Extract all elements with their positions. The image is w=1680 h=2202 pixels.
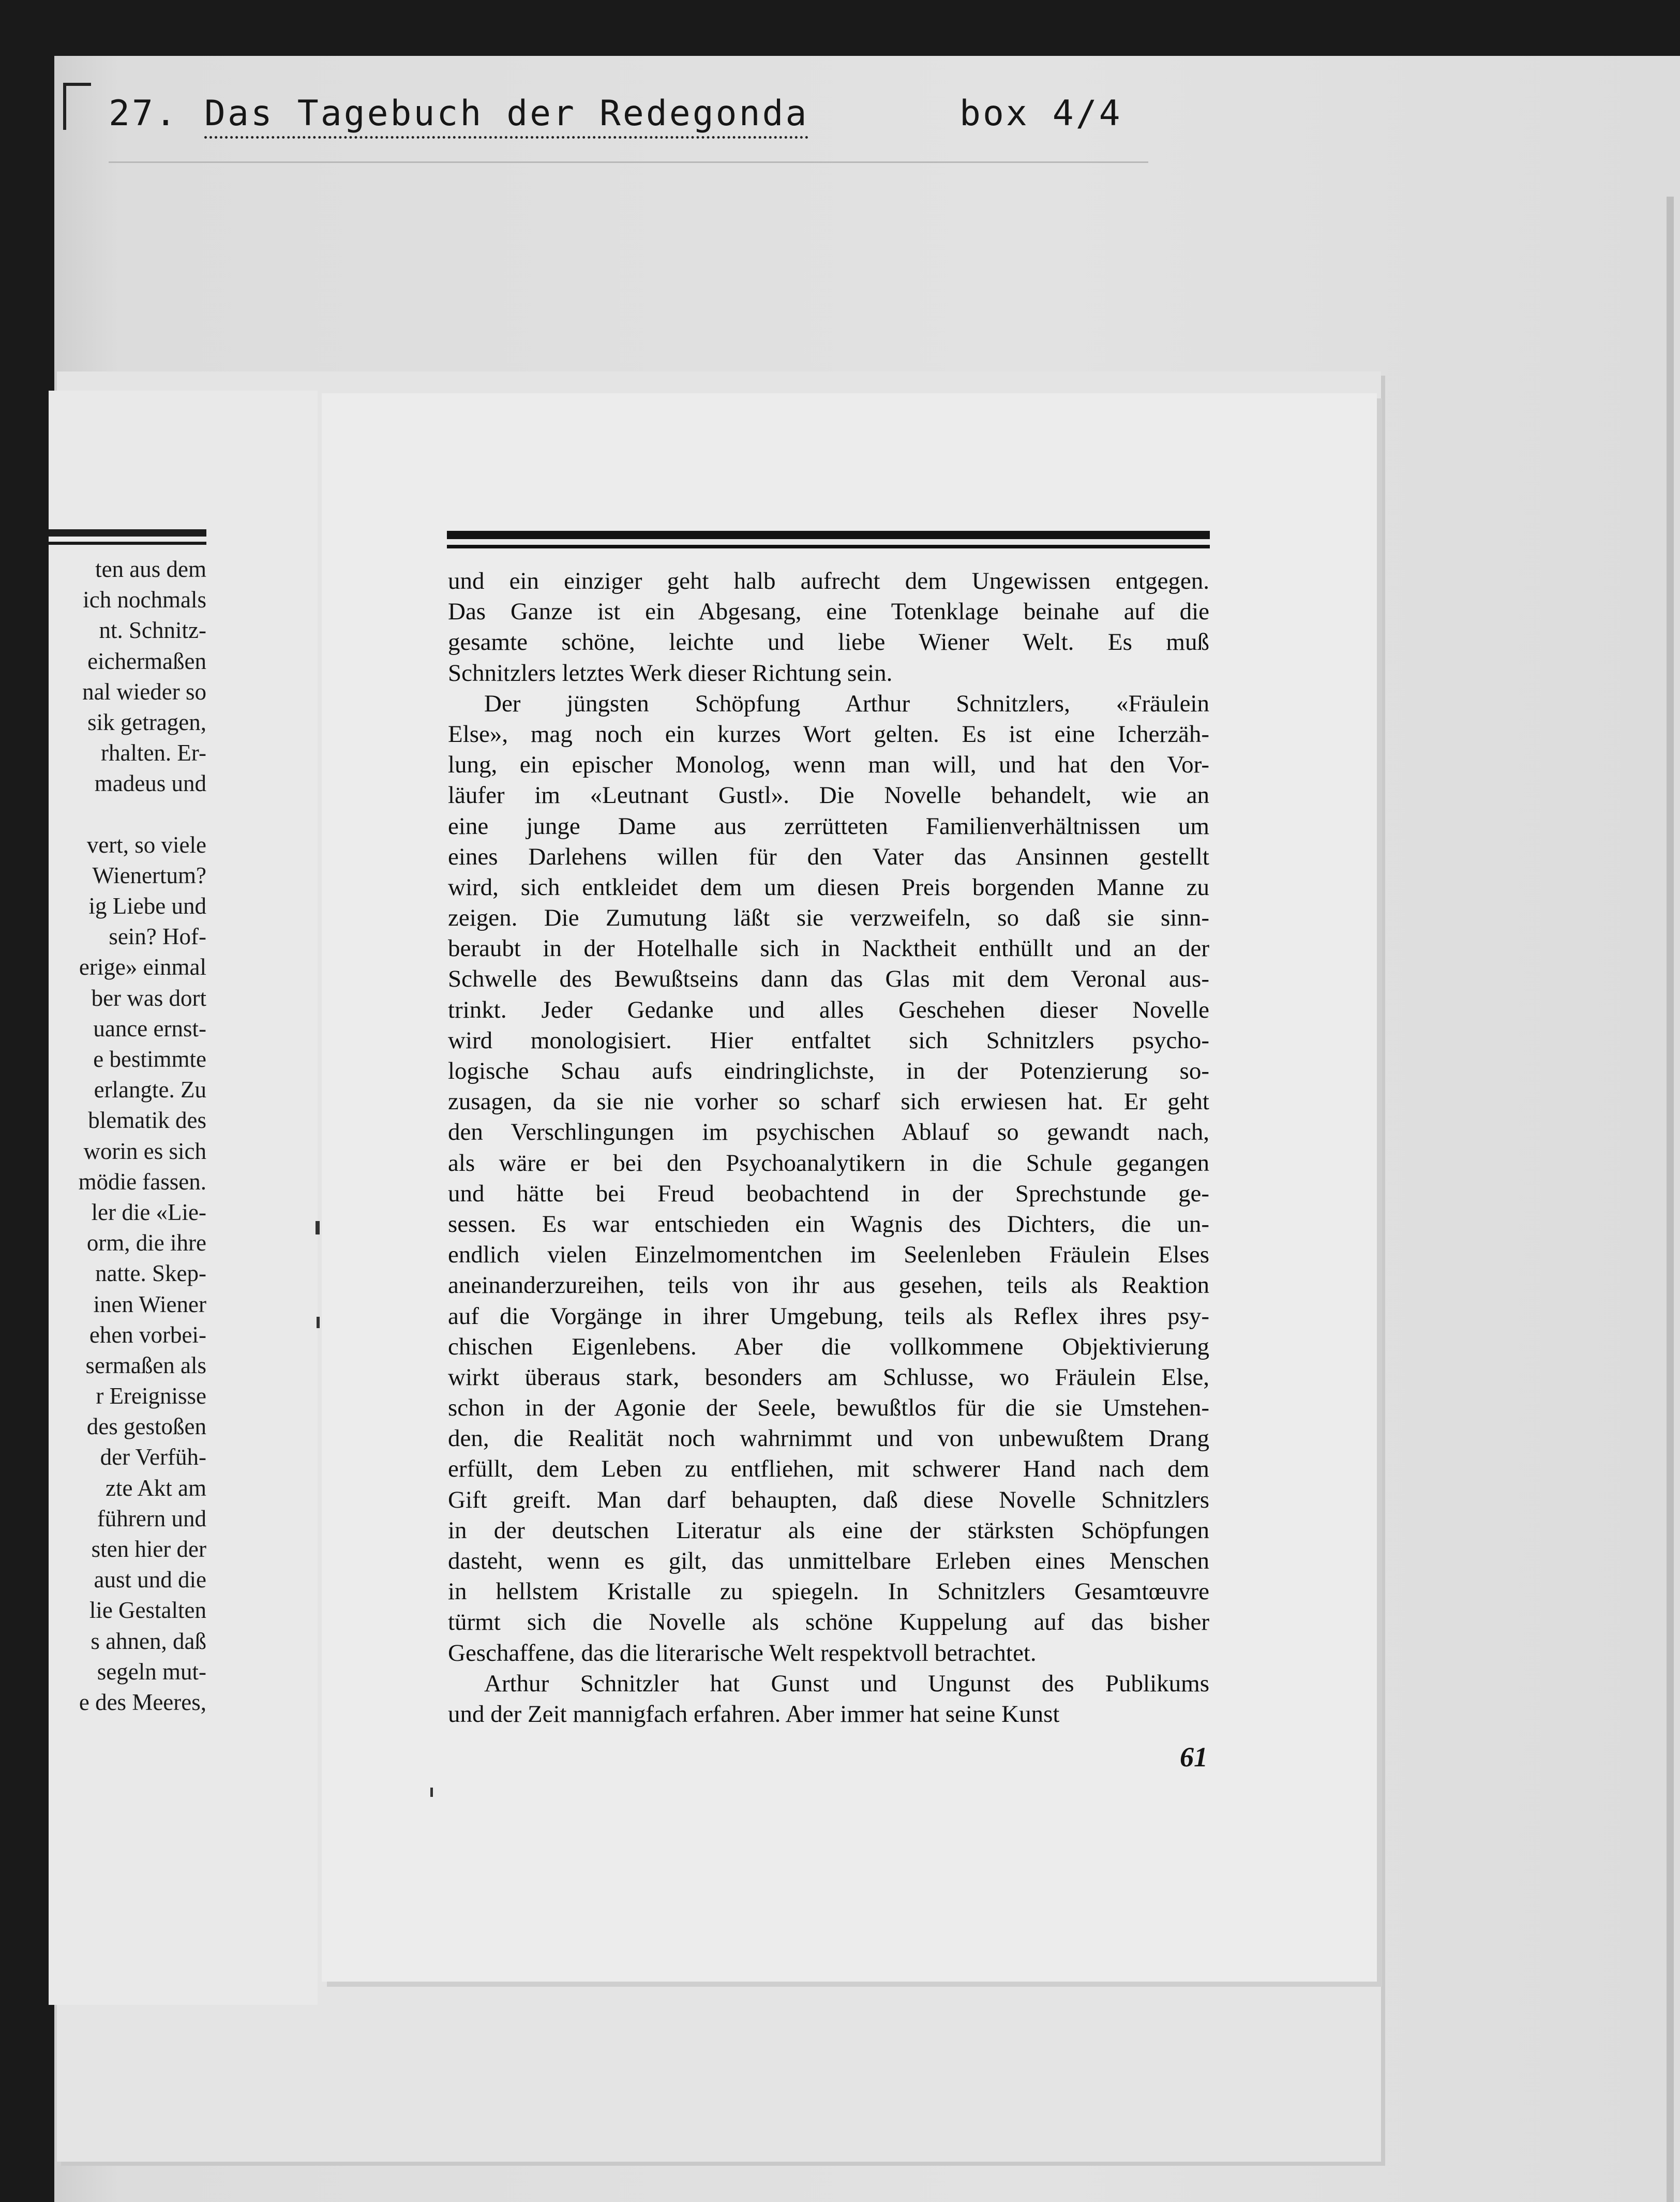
left-column-line: segeln mut- xyxy=(97,1658,206,1685)
left-column-line: ler die «Lie- xyxy=(91,1199,206,1225)
left-column-line: uance ernst- xyxy=(93,1015,206,1042)
left-column-line: natte. Skep- xyxy=(95,1260,206,1287)
text-line: Der jüngsten Schöpfung Arthur Schnitzlers, «Fräulein xyxy=(484,690,1209,717)
left-column-line: orm, die ihre xyxy=(86,1230,206,1256)
left-column-line: sik getragen, xyxy=(87,709,206,735)
text-line: türmt sich die Novelle als schöne Kuppelung auf das bisher xyxy=(448,1609,1209,1636)
left-clipping-rule xyxy=(49,529,206,545)
left-column-line: erlangte. Zu xyxy=(94,1077,206,1103)
text-line: lung, ein epischer Monolog, wenn man will, und hat den Vor- xyxy=(448,751,1209,779)
text-line: wird monologisiert. Hier entfaltet sich Schnitzlers psycho- xyxy=(448,1026,1209,1054)
left-column-line: sten hier der xyxy=(91,1536,206,1562)
left-column-line: mödie fassen. xyxy=(78,1168,206,1195)
text-line: trinkt. Jeder Gedanke und alles Geschehen dieser Novelle xyxy=(448,996,1209,1023)
left-column-line: ber was dort xyxy=(91,985,206,1011)
left-column-line: sermaßen als xyxy=(85,1352,206,1378)
text-line: den, die Realität noch wahrnimmt und von unbewußtem Drang xyxy=(448,1425,1209,1452)
text-line: läufer im «Leutnant Gustl». Die Novelle behandelt, wie an xyxy=(448,782,1209,809)
left-column-line xyxy=(49,799,206,830)
left-column-line: eichermaßen xyxy=(87,648,206,674)
text-line: zusagen, da sie nie vorher so scharf sich erwiesen hat. Er geht xyxy=(448,1088,1209,1115)
left-column-line: Wienertum? xyxy=(92,862,206,888)
left-column-line: ten aus dem xyxy=(95,556,206,582)
left-column-line: ig Liebe und xyxy=(88,893,206,919)
text-line: endlich vielen Einzelmomentchen im Seelenleben Fräulein Elses xyxy=(448,1241,1209,1269)
text-line: gesamte schöne, leichte und liebe Wiener Welt. Es muß xyxy=(448,629,1209,656)
text-line: erfüllt, dem Leben zu entfliehen, mit schwerer Hand nach dem xyxy=(448,1455,1209,1483)
left-column-line: s ahnen, daß xyxy=(91,1628,206,1654)
left-column-line: e des Meeres, xyxy=(79,1689,206,1715)
left-column-line: der Verfüh- xyxy=(100,1444,206,1470)
text-line: und der Zeit mannigfach erfahren. Aber immer hat seine Kunst xyxy=(448,1700,1060,1728)
left-column-line: ich nochmals xyxy=(83,587,206,613)
left-column-line: lie Gestalten xyxy=(89,1597,206,1624)
text-line: in hellstem Kristalle zu spiegeln. In Schnitzlers Gesamtœuvre xyxy=(448,1578,1209,1605)
text-line: Else», mag noch ein kurzes Wort gelten. Es ist eine Icherzäh- xyxy=(448,720,1209,748)
text-line: aneinanderzureihen, teils von ihr aus gesehen, teils als Reaktion xyxy=(448,1272,1209,1299)
left-column-line: führern und xyxy=(97,1505,206,1531)
text-line: chischen Eigenlebens. Aber die vollkommene Objektivierung xyxy=(448,1333,1209,1360)
text-line: sessen. Es war entschieden ein Wagnis des Dichters, die un- xyxy=(448,1210,1209,1238)
text-line: und hätte bei Freud beobachtend in der Sprechstunde ge- xyxy=(448,1180,1209,1207)
item-number: 27. xyxy=(109,93,178,134)
text-line: eine junge Dame aus zerrütteten Familienverhältnissen um xyxy=(448,812,1209,840)
text-line: Schwelle des Bewußtseins dann das Glas mit dem Veronal aus- xyxy=(448,965,1209,993)
sheet-edge xyxy=(1667,197,1674,2202)
left-column-text xyxy=(49,554,206,1718)
text-line: Schnitzlers letztes Werk dieser Richtung sein. xyxy=(448,659,893,687)
left-column-line: aust und die xyxy=(94,1567,206,1593)
text-line: den Verschlingungen im psychischen Ablauf so gewandt nach, xyxy=(448,1119,1209,1146)
left-column-line: e bestimmte xyxy=(93,1046,206,1072)
ink-speck xyxy=(316,1221,320,1234)
text-line: schon in der Agonie der Seele, bewußtlos für die sie Umstehen- xyxy=(448,1394,1209,1422)
text-line: wirkt überaus stark, besonders am Schlusse, wo Fräulein Else, xyxy=(448,1363,1209,1391)
text-line: eines Darlehens willen für den Vater das Ansinnen gestellt xyxy=(448,843,1209,870)
left-column-line: inen Wiener xyxy=(93,1291,206,1317)
text-line: zeigen. Die Zumutung läßt sie verzweifeln, so daß sie sinn- xyxy=(448,904,1209,932)
left-column-line: nt. Schnitz- xyxy=(99,617,206,644)
text-line: auf die Vorgänge in ihrer Umgebung, teils als Reflex ihres psy- xyxy=(448,1302,1209,1330)
text-line: beraubt in der Hotelhalle sich in Nacktheit enthüllt und an der xyxy=(448,935,1209,962)
left-column-line: des gestoßen xyxy=(86,1414,206,1440)
main-body-text xyxy=(448,566,1209,1730)
left-column-line: r Ereignisse xyxy=(96,1383,206,1409)
text-line: Arthur Schnitzler hat Gunst und Ungunst des Publikums xyxy=(484,1670,1209,1697)
left-column-line: ehen vorbei- xyxy=(89,1321,206,1348)
main-top-rule xyxy=(447,531,1210,548)
text-line: Das Ganze ist ein Abgesang, eine Totenklage beinahe auf die xyxy=(448,598,1209,626)
ink-speck xyxy=(430,1788,433,1797)
text-line: als wäre er bei den Psychoanalytikern in die Schule gegangen xyxy=(448,1149,1209,1177)
left-column-line: sein? Hof- xyxy=(109,924,206,950)
work-title: Das Tagebuch der Redegonda xyxy=(204,93,808,139)
ink-speck xyxy=(317,1317,320,1328)
left-column-line: blematik des xyxy=(88,1107,206,1134)
left-column-line: madeus und xyxy=(94,770,206,797)
page-number: 61 xyxy=(1180,1742,1208,1773)
text-line: Geschaffene, das die literarische Welt respektvoll betrachtet. xyxy=(448,1639,1037,1667)
left-column-line: nal wieder so xyxy=(82,678,206,705)
text-line: und ein einziger geht halb aufrecht dem Ungewissen entgegen. xyxy=(448,568,1209,594)
left-clipping xyxy=(49,391,318,2005)
text-line: in der deutschen Literatur als eine der stärksten Schöpfungen xyxy=(448,1516,1209,1544)
left-column-line: erige» einmal xyxy=(79,954,206,980)
left-column-line: worin es sich xyxy=(83,1138,206,1164)
corner-bracket xyxy=(63,83,91,130)
header-rule xyxy=(109,161,1148,163)
text-line: Gift greift. Man darf behaupten, daß diese Novelle Schnitzlers xyxy=(448,1486,1209,1513)
text-line: wird, sich entkleidet dem um diesen Preis borgenden Manne zu xyxy=(448,873,1209,901)
left-column-line: vert, so viele xyxy=(86,831,206,858)
text-line: logische Schau aufs eindringlichste, in der Potenzierung so- xyxy=(448,1058,1209,1084)
text-line: dasteht, wenn es gilt, das unmittelbare Erleben eines Menschen xyxy=(448,1548,1209,1574)
box-label: box 4/4 xyxy=(959,93,1122,134)
left-column-line: rhalten. Er- xyxy=(101,740,206,766)
left-column-line: zte Akt am xyxy=(106,1475,206,1501)
